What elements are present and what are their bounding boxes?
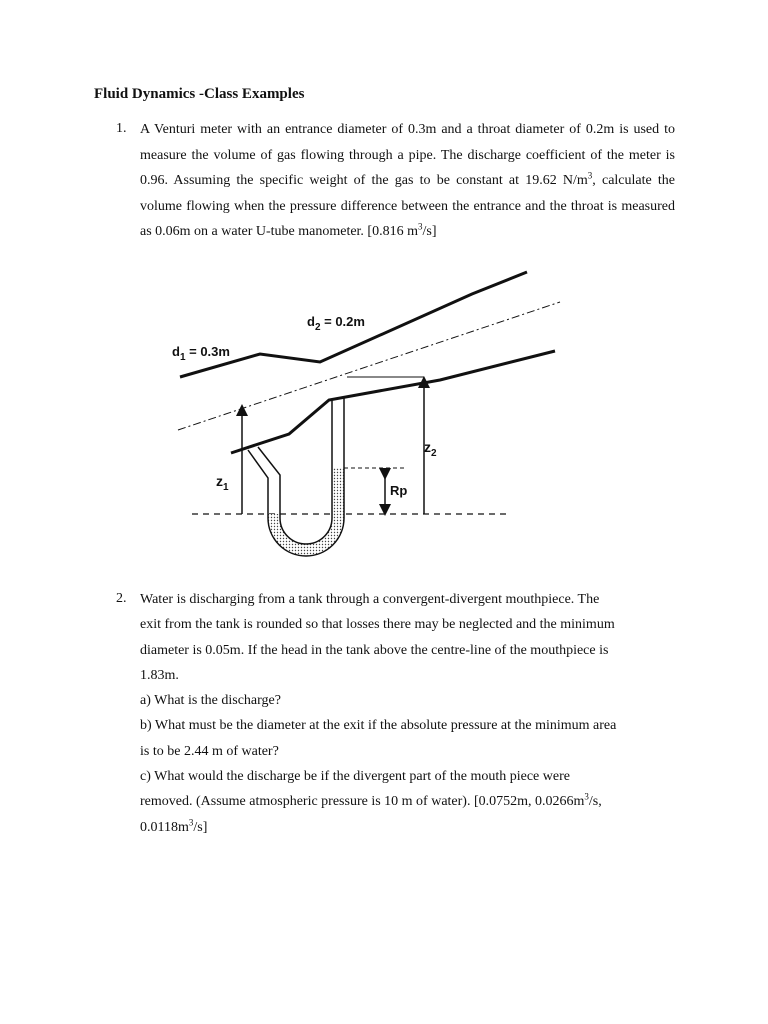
d2-label: $d_2 = 0.2m$ [307, 314, 365, 333]
question-2-line: Water is discharging from a tank through a convergent-divergent mouthpiece. The [140, 592, 600, 607]
superscript: 3 [188, 817, 194, 828]
superscript: 3 [584, 791, 589, 802]
z2-label: $z_2$ [424, 439, 437, 459]
question-2-part-b: b) What must be the diameter at the exit if the absolute pressure at the minimum area [140, 718, 617, 734]
z1-label: $z_1$ [216, 473, 229, 493]
question-2-part-a: a) What is the discharge? [140, 693, 281, 709]
question-2-part-b-cont: is to be 2.44 m of water? [140, 743, 279, 759]
question-1-text-c: /s] [422, 224, 437, 239]
question-2-part-c-cont [140, 789, 680, 814]
question-2-line: exit from the tank is rounded so that losses there may be neglected and the minimum [140, 617, 615, 633]
question-2-part-c-text: /s, [588, 794, 602, 810]
pipe-centre-line [178, 302, 560, 430]
question-1-number: 1. [116, 121, 127, 136]
superscript: 3 [417, 221, 423, 232]
question-2-answer-text: /s] [193, 819, 208, 835]
d1-label: $d_1 = 0.3m$ [172, 344, 230, 363]
question-2-text [140, 587, 680, 840]
superscript: 3 [587, 170, 593, 181]
question-2-line: diameter is 0.05m. If the head in the tank above the centre-line of the mouthpiece is [140, 642, 609, 658]
question-2-part-c: c) What would the discharge be if the divergent part of the mouth piece were [140, 769, 570, 785]
rp-label: Rp [390, 483, 408, 498]
question-1-text-b: , calculate the volume flowing when the pressure difference between the entrance and the throat is measured as 0.06m on a water U-tube manometer. [0.816 m [140, 173, 676, 239]
question-2-answer-text: 0.0118m [140, 819, 189, 835]
page-title: Fluid Dynamics -Class Examples [94, 86, 305, 102]
question-2-line: 1.83m. [140, 667, 179, 683]
question-2-number: 2. [116, 591, 127, 606]
question-2-answers [140, 815, 680, 840]
question-1-text-a: A Venturi meter with an entrance diameter of 0.3m and a throat diameter of 0.2m is used to measure the volume of gas flowing through a pipe. The discharge coefficient of the meter is 0.96. Assuming the specific weight of the gas to be constant at 19.62 N/m [140, 122, 675, 188]
pipe-lower-wall [231, 351, 555, 453]
question-2-part-c-text: removed. (Assume atmospheric pressure is 10 m of water). [0.0752m, 0.0266m [140, 794, 585, 810]
